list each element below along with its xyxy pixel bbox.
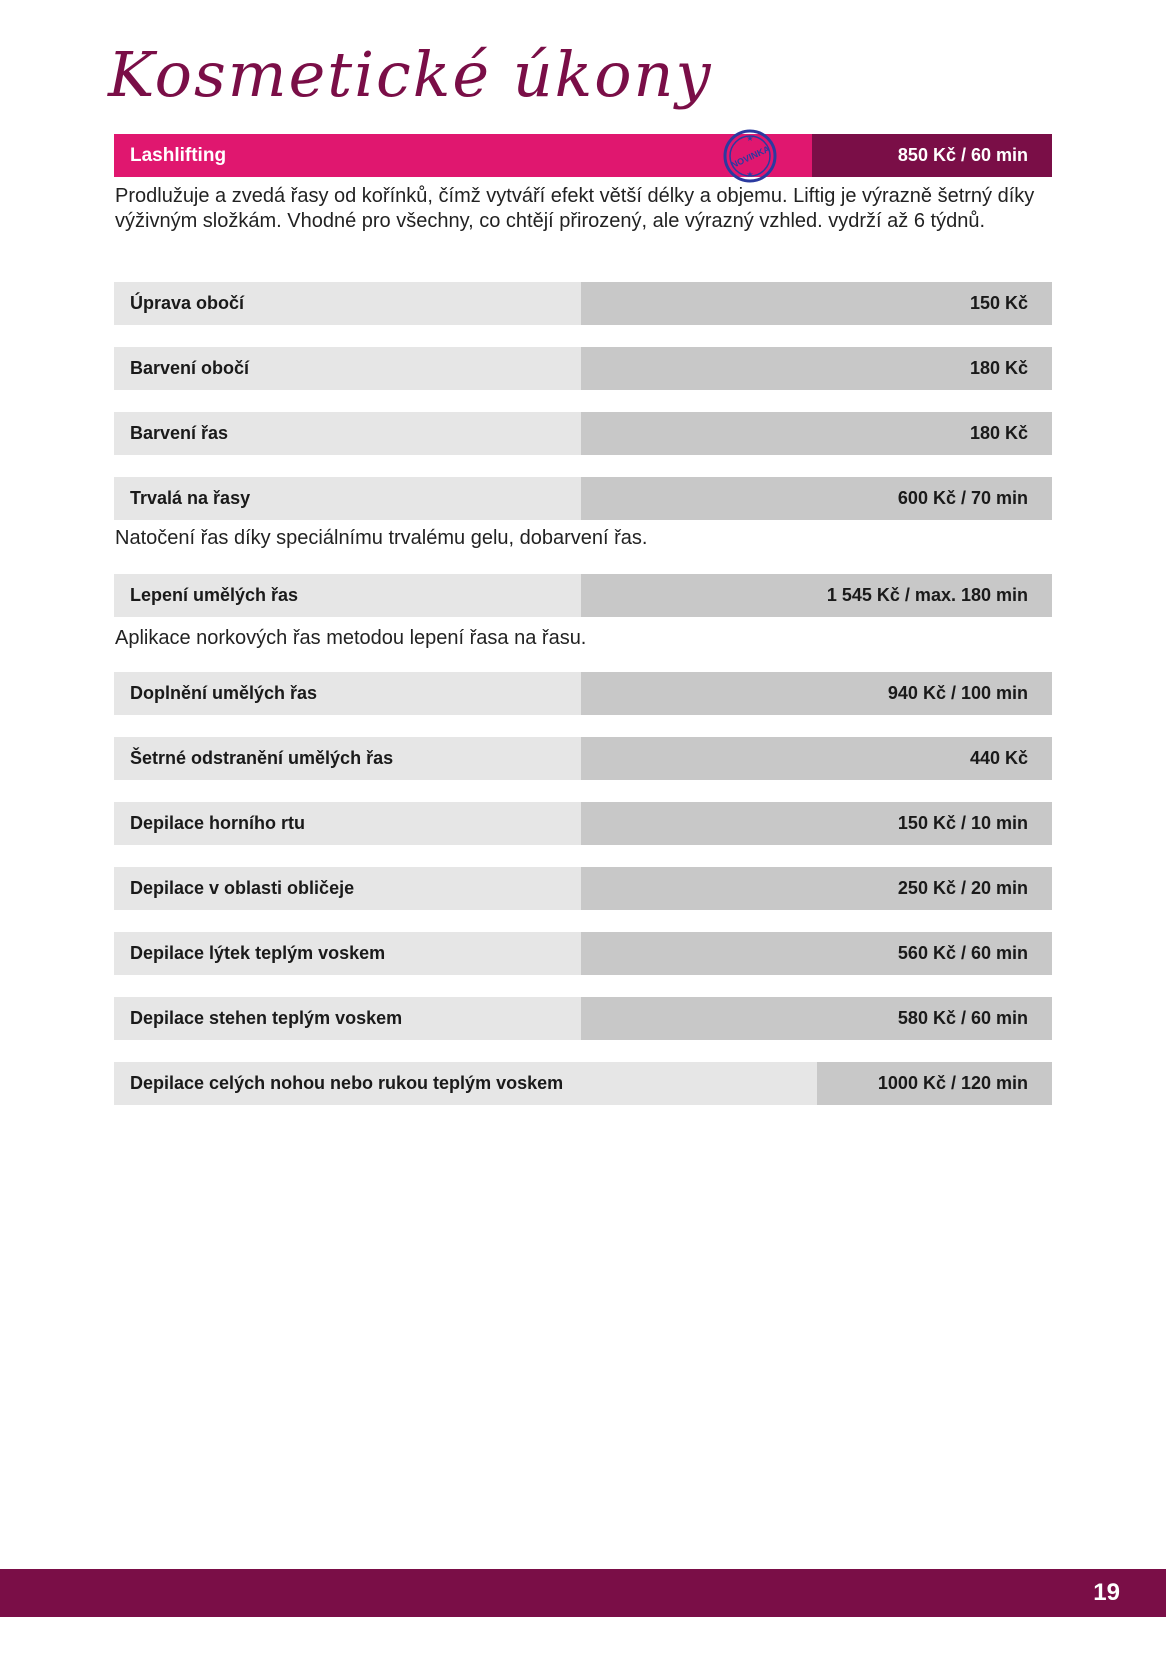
service-name: Depilace stehen teplým voskem	[114, 997, 581, 1040]
service-price: 850 Kč / 60 min	[812, 134, 1052, 177]
service-name: Trvalá na řasy	[114, 477, 581, 520]
service-name: Barvení obočí	[114, 347, 581, 390]
footer-bar	[0, 1569, 1166, 1617]
service-price: 1000 Kč / 120 min	[817, 1062, 1052, 1105]
service-row-lashlifting	[114, 134, 1052, 177]
service-row	[114, 997, 1052, 1040]
service-name: Šetrné odstranění umělých řas	[114, 737, 581, 780]
service-name: Depilace horního rtu	[114, 802, 581, 845]
service-row	[114, 672, 1052, 715]
service-price: 250 Kč / 20 min	[581, 867, 1052, 910]
service-price: 1 545 Kč / max. 180 min	[581, 574, 1052, 617]
page-title: Kosmetické úkony	[108, 38, 713, 111]
service-row	[114, 802, 1052, 845]
service-price: 150 Kč	[581, 282, 1052, 325]
service-row	[114, 574, 1052, 617]
novinka-stamp-icon	[722, 128, 778, 184]
service-name: Úprava obočí	[114, 282, 581, 325]
service-row	[114, 932, 1052, 975]
service-description: Natočení řas díky speciálnímu trvalému gelu, dobarvení řas.	[115, 527, 648, 549]
service-price: 600 Kč / 70 min	[581, 477, 1052, 520]
service-price: 180 Kč	[581, 347, 1052, 390]
service-price: 560 Kč / 60 min	[581, 932, 1052, 975]
service-name: Lashlifting	[114, 134, 812, 177]
novinka-badge-label: NOVINKA	[729, 143, 772, 171]
service-price: 440 Kč	[581, 737, 1052, 780]
service-name: Barvení řas	[114, 412, 581, 455]
svg-text:★: ★	[746, 134, 754, 143]
service-name: Doplnění umělých řas	[114, 672, 581, 715]
service-name: Depilace v oblasti obličeje	[114, 867, 581, 910]
service-row	[114, 412, 1052, 455]
service-row	[114, 347, 1052, 390]
service-name: Lepení umělých řas	[114, 574, 581, 617]
service-price: 940 Kč / 100 min	[581, 672, 1052, 715]
service-description: Aplikace norkových řas metodou lepení řasa na řasu.	[115, 627, 587, 649]
service-price: 580 Kč / 60 min	[581, 997, 1052, 1040]
service-row	[114, 282, 1052, 325]
service-name: Depilace celých nohou nebo rukou teplým voskem	[114, 1062, 817, 1105]
service-name: Depilace lýtek teplým voskem	[114, 932, 581, 975]
service-row	[114, 737, 1052, 780]
svg-text:★: ★	[746, 170, 754, 179]
service-row	[114, 1062, 1052, 1105]
service-price: 180 Kč	[581, 412, 1052, 455]
service-description: Prodlužuje a zvedá řasy od kořínků, čímž vytváří efekt větší délky a objemu. Liftig je výrazně šetrný díky výživným složkám. Vhodné pro všechny, co chtějí přirozený, ale výrazný vzhled. vydrží až 6 týdnů.	[115, 185, 1035, 232]
page-number: 19	[1093, 1579, 1120, 1606]
service-row	[114, 867, 1052, 910]
service-row	[114, 477, 1052, 520]
service-price: 150 Kč / 10 min	[581, 802, 1052, 845]
